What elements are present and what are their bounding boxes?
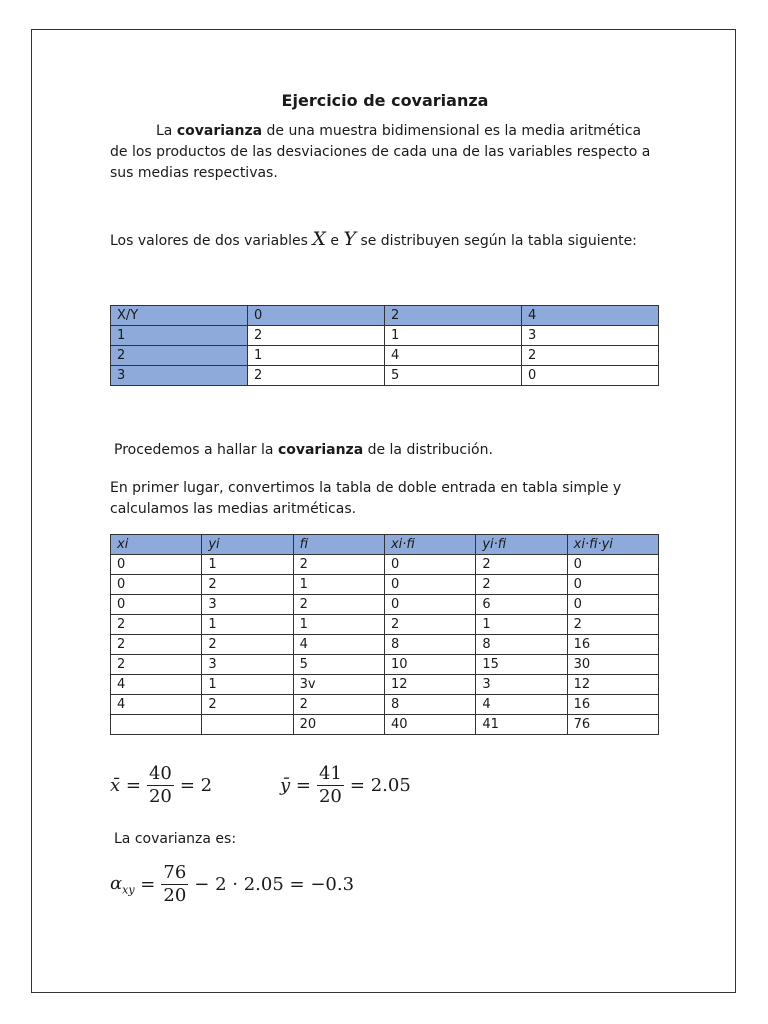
table-cell: 3: [202, 595, 293, 615]
double-entry-table: [110, 305, 659, 386]
table-cell: 2: [202, 575, 293, 595]
table-cell: 2: [248, 326, 385, 346]
table-cell: 0: [567, 555, 658, 575]
covariance-alpha: α: [110, 872, 123, 894]
table-cell: 3: [522, 326, 659, 346]
table-cell: 8: [476, 635, 567, 655]
table-cell: 2: [567, 615, 658, 635]
intro-bold-term: covarianza: [176, 123, 263, 139]
table-row: [111, 366, 659, 386]
table-cell: 1: [248, 346, 385, 366]
table-row: [111, 675, 659, 695]
table-row: [111, 595, 659, 615]
table-cell: 12: [567, 675, 658, 695]
covariance-rest: − 2 · 2.05 = −0.3: [194, 874, 355, 895]
table-cell: 8: [384, 695, 475, 715]
table-row: [111, 555, 659, 575]
table-row: [111, 655, 659, 675]
table-cell: 1: [476, 615, 567, 635]
table-cell: 2: [293, 555, 384, 575]
values-paragraph: [110, 229, 670, 252]
table-cell: 1: [202, 675, 293, 695]
table-cell: 4: [293, 635, 384, 655]
header-cell: yi·fi: [476, 535, 567, 555]
header-cell: xi: [111, 535, 202, 555]
table-cell: 0: [111, 595, 202, 615]
table-cell: 12: [384, 675, 475, 695]
table-row: [111, 635, 659, 655]
mean-x-formula: x̄ = $\frac{40}{20}$ = 2: [110, 763, 213, 807]
table-cell: 41: [476, 715, 567, 735]
table-cell: 40: [384, 715, 475, 735]
table-cell: 5: [385, 366, 522, 386]
table-cell: 0: [522, 366, 659, 386]
covariance-numerator: 76: [163, 862, 187, 883]
procedure-paragraph: [114, 440, 493, 461]
header-cell: 0: [248, 306, 385, 326]
mean-x-symbol: x̄: [110, 775, 121, 796]
procedure-post: de la distribución.: [367, 442, 493, 458]
table-cell: 1: [293, 575, 384, 595]
table-cell: [202, 715, 293, 735]
intro-post: de una muestra bidimensional es la media aritmética de los productos de las desviaciones de cada una de las variables respecto a sus medias respectivas.: [110, 123, 651, 181]
mean-x-result: = 2: [179, 775, 213, 796]
table-cell: 10: [384, 655, 475, 675]
header-cell: 2: [385, 306, 522, 326]
table-cell: 4: [111, 675, 202, 695]
table-header-row: [111, 306, 659, 326]
header-cell: fi: [293, 535, 384, 555]
table-cell: 3: [202, 655, 293, 675]
mean-x-denominator: 20: [148, 786, 172, 807]
table-cell: 3: [476, 675, 567, 695]
table-cell: 30: [567, 655, 658, 675]
values-post: se distribuyen según la tabla siguiente:: [360, 233, 637, 249]
header-cell: xi·fi: [384, 535, 475, 555]
table-cell: 8: [384, 635, 475, 655]
table-cell: 0: [384, 595, 475, 615]
table-cell: 0: [111, 555, 202, 575]
values-pre: Los valores de dos variables: [110, 233, 308, 249]
table-header-row: [111, 535, 659, 555]
table-cell: 2: [293, 695, 384, 715]
table-cell: 1: [202, 615, 293, 635]
table-row: [111, 326, 659, 346]
table-cell: 1: [202, 555, 293, 575]
table-cell: 2: [476, 555, 567, 575]
table-cell: [111, 715, 202, 735]
table-cell: 2: [111, 635, 202, 655]
table-cell: 2: [248, 366, 385, 386]
header-cell: X/Y: [111, 306, 248, 326]
table-cell: 16: [567, 695, 658, 715]
document-title: Ejercicio de covarianza: [281, 91, 489, 110]
table-cell: 2: [111, 615, 202, 635]
row-header-cell: 1: [111, 326, 248, 346]
header-cell: xi·fi·yi: [567, 535, 658, 555]
table-cell: 15: [476, 655, 567, 675]
table-row: [111, 695, 659, 715]
table-row: [111, 715, 659, 735]
intro-pre: La: [156, 123, 173, 139]
covariance-symbol: [110, 873, 135, 897]
intro-paragraph: [110, 121, 655, 184]
covariance-fraction: [161, 862, 188, 907]
table-cell: 20: [293, 715, 384, 735]
mean-y-denominator: 20: [318, 786, 342, 807]
table-row: [111, 346, 659, 366]
mean-x-fraction: [147, 763, 174, 808]
table-cell: 76: [567, 715, 658, 735]
first-step-paragraph: En primer lugar, convertimos la tabla de doble entrada en tabla simple y calculamos las medias aritméticas.: [110, 480, 622, 517]
table-cell: 2: [293, 595, 384, 615]
header-cell: 4: [522, 306, 659, 326]
table-cell: 1: [293, 615, 384, 635]
table-row: [111, 575, 659, 595]
row-header-cell: 3: [111, 366, 248, 386]
mean-x-numerator: 40: [148, 763, 172, 784]
mean-y-numerator: 41: [318, 763, 342, 784]
document-page: [31, 29, 736, 993]
covariance-denominator: 20: [163, 885, 187, 906]
header-cell: yi: [202, 535, 293, 555]
table-cell: 0: [384, 575, 475, 595]
table-cell: 4: [476, 695, 567, 715]
variable-y: Y: [343, 228, 356, 250]
table-cell: 0: [384, 555, 475, 575]
table-cell: 2: [384, 615, 475, 635]
mean-y-fraction: [317, 763, 344, 808]
values-conj: e: [330, 233, 339, 249]
procedure-bold-term: covarianza: [277, 442, 364, 458]
table-row: [111, 615, 659, 635]
table-cell: 0: [567, 575, 658, 595]
table-cell: 4: [111, 695, 202, 715]
table-cell: 0: [567, 595, 658, 615]
covariance-label: La covarianza es:: [114, 831, 237, 847]
mean-y-symbol: ȳ: [280, 775, 291, 796]
mean-y-result: = 2.05: [349, 775, 411, 796]
variable-x: X: [312, 228, 326, 250]
table-cell: 5: [293, 655, 384, 675]
simple-table: [110, 534, 659, 735]
table-cell: 16: [567, 635, 658, 655]
mean-y-formula: ȳ = $\frac{41}{20}$ = 2.05: [280, 763, 411, 807]
table-cell: 2: [476, 575, 567, 595]
covariance-subscript: xy: [122, 883, 135, 897]
table-cell: 4: [385, 346, 522, 366]
table-cell: 2: [522, 346, 659, 366]
table-cell: 2: [202, 695, 293, 715]
table-cell: 3v: [293, 675, 384, 695]
row-header-cell: 2: [111, 346, 248, 366]
covariance-formula: $\alpha_{xy}$ = $\frac{76}{20}$ − 2 · 2.05 = −0.3: [110, 862, 355, 906]
table-cell: 2: [202, 635, 293, 655]
procedure-pre: Procedemos a hallar la: [114, 442, 274, 458]
table-cell: 0: [111, 575, 202, 595]
table-cell: 1: [385, 326, 522, 346]
table-cell: 2: [111, 655, 202, 675]
table-cell: 6: [476, 595, 567, 615]
